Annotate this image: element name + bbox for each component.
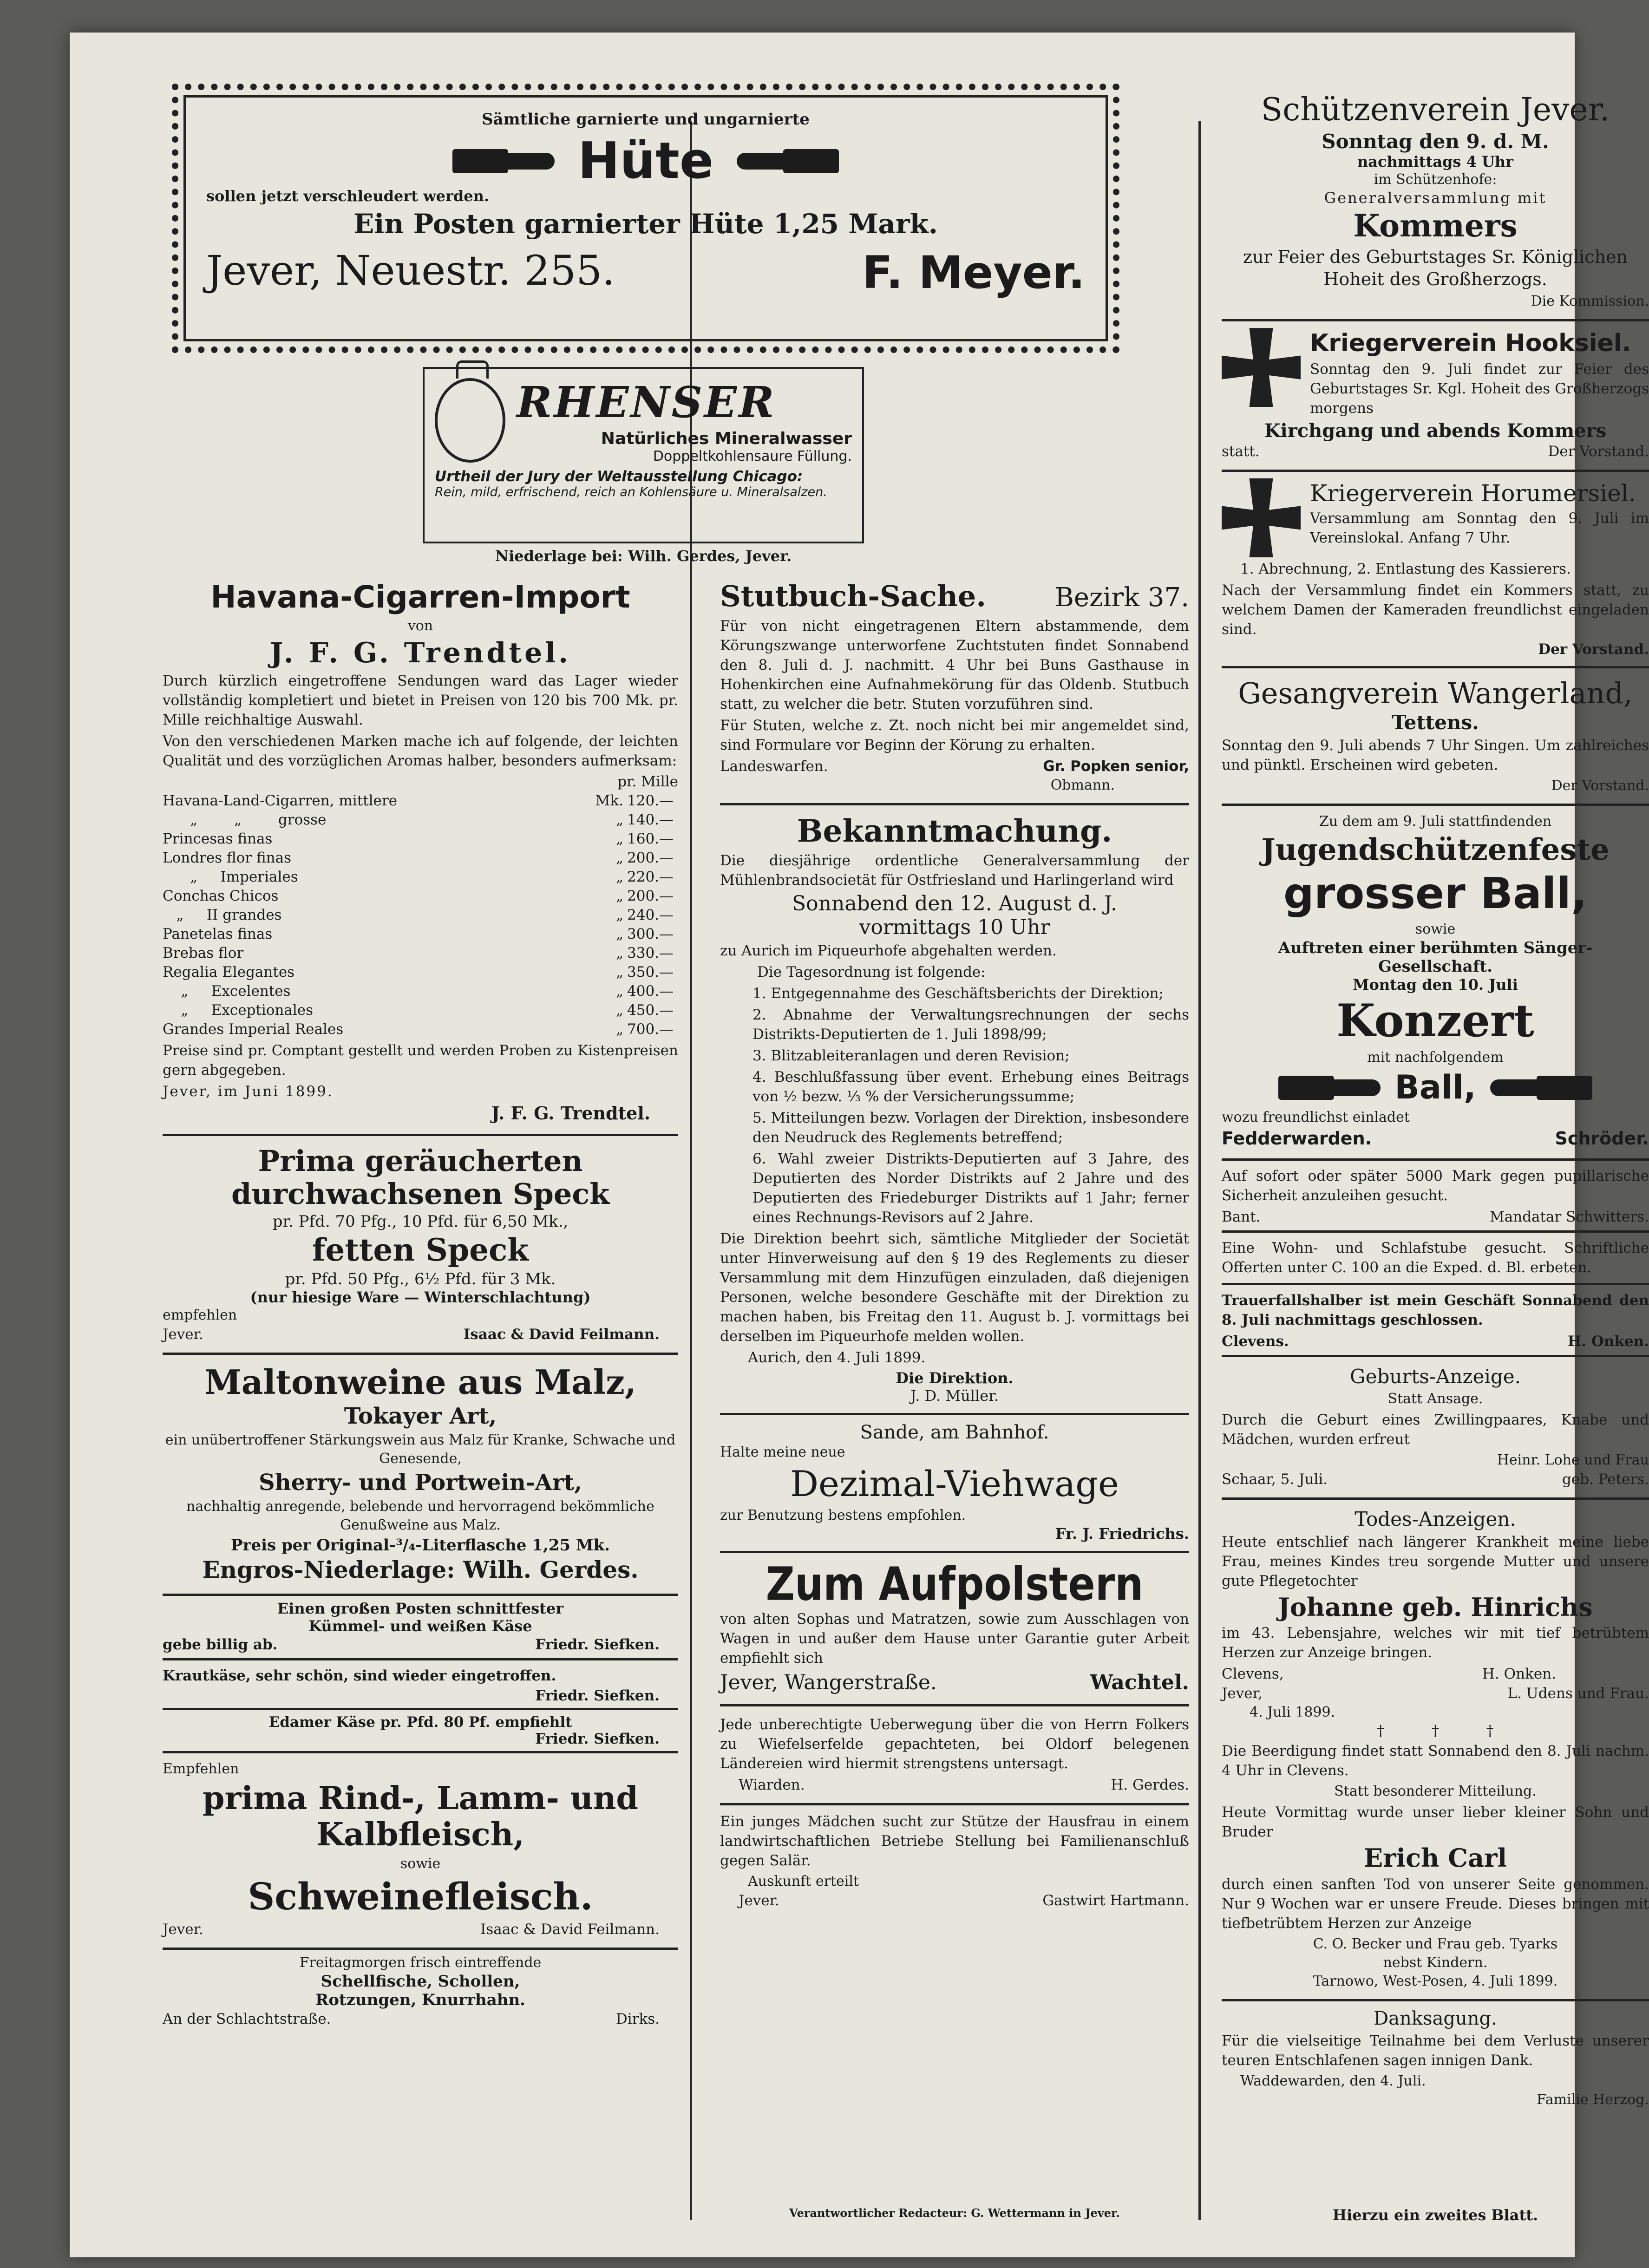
speck-sign: Isaac & David Feilmann. bbox=[463, 1326, 660, 1343]
price-row bbox=[163, 849, 678, 868]
price-unit: „ bbox=[615, 1020, 623, 1038]
tod-name2: Erich Carl bbox=[1364, 1843, 1507, 1873]
price-name: Princesas finas bbox=[163, 830, 273, 847]
kaese1-l3: gebe billig ab. bbox=[163, 1636, 278, 1653]
jugend-t3: Konzert bbox=[1336, 994, 1534, 1047]
malton-t2: Tokayer Art, bbox=[344, 1403, 497, 1429]
rhenser-jury2: Rein, mild, erfrischend, reich an Kohlensäure u. Mineralsalzen. bbox=[435, 484, 827, 499]
bekannt-sign: Die Direktion. bbox=[896, 1369, 1014, 1387]
schuetzen-l4: Generalversammlung mit bbox=[1324, 189, 1547, 207]
agenda-item: 3. Blitzableiteranlagen und deren Revision; bbox=[753, 1047, 1070, 1065]
stutbuch-role: Obmann. bbox=[1050, 777, 1115, 794]
dezimal-sign: Fr. J. Friedrichs. bbox=[1055, 1524, 1189, 1543]
speck-title2: fetten Speck bbox=[312, 1232, 529, 1268]
havana-sign: J. F. G. Trendtel. bbox=[491, 1102, 650, 1124]
dank-ad bbox=[1222, 2001, 1649, 2114]
jugend-l5: wozu freundlichst einladet bbox=[1222, 1109, 1410, 1125]
fleisch-ad bbox=[163, 1753, 678, 1950]
kaese1-l1: Einen großen Posten schnittfester bbox=[277, 1599, 564, 1617]
dezimal-l1: Sande, am Bahnhof. bbox=[860, 1422, 1049, 1444]
price-row bbox=[163, 810, 678, 830]
zweites-blatt-line: Hierzu ein zweites Blatt. bbox=[1332, 2206, 1538, 2224]
column-2 bbox=[720, 571, 1189, 1915]
geburt-names: Heinr. Lohe und Frau bbox=[1497, 1452, 1649, 1469]
price-row bbox=[163, 906, 678, 925]
dezimal-l2: Halte meine neue bbox=[720, 1444, 845, 1461]
speck-ad bbox=[163, 1136, 678, 1355]
tod-p4: Heute Vormittag wurde unser lieber kleiner Sohn und Bruder bbox=[1222, 1804, 1649, 1841]
bekannt-p1: Die diesjährige ordentliche Generalversammlung der Mühlenbrandsocietät für Ostfriesland und Harlingerland wird bbox=[720, 852, 1189, 889]
price-unit: Mk. bbox=[595, 792, 623, 809]
geburt-p1: Durch die Geburt eines Zwillingpaares, Knabe und Mädchen, wurden erfreut bbox=[1222, 1412, 1649, 1448]
rhenser-depot: Niederlage bei: Wilh. Gerdes, Jever. bbox=[495, 547, 792, 565]
ueberweg-sign: H. Gerdes. bbox=[1111, 1776, 1189, 1793]
price-value: 220.— bbox=[627, 868, 674, 885]
maedchen-l2: Auskunft erteilt bbox=[748, 1873, 859, 1889]
dezimal-title: Dezimal-Viehwage bbox=[790, 1463, 1119, 1505]
havana-p2: Von den verschiedenen Marken mache ich auf folgende, der leichten Qualität und des vorzüglichen Aromas halber, besonders aufmerksam: bbox=[163, 732, 678, 769]
havana-title: Havana-Cigarren-Import bbox=[210, 579, 630, 615]
kaese1-ad bbox=[163, 1596, 678, 1660]
redakteur-line: Verantwortlicher Redacteur: G. Wettermann in Jever. bbox=[789, 2206, 1120, 2220]
hute-line1: Sämtliche garnierte und ungarnierte bbox=[482, 110, 810, 129]
kaese1-sign: Friedr. Siefken. bbox=[535, 1636, 660, 1653]
fisch-l3: Rotzungen, Knurrhahn. bbox=[315, 1991, 526, 2010]
kaese3-ad bbox=[163, 1710, 678, 1753]
fisch-l1: Freitagmorgen frisch eintreffende bbox=[299, 1954, 542, 1971]
pointing-hand-icon bbox=[1490, 1074, 1592, 1102]
malton-p2: nachhaltig anregende, belebende und hervorragend bekömmliche Genußweine aus Malz. bbox=[186, 1498, 654, 1534]
fisch-sign: Dirks. bbox=[615, 2011, 660, 2028]
dank-p1: Für die vielseitige Teilnahme bei dem Verluste unserer teuren Entschlafenen sagen innigen Dank. bbox=[1222, 2032, 1649, 2069]
price-value: 200.— bbox=[627, 887, 674, 904]
dank-sign: Familie Herzog. bbox=[1536, 2091, 1649, 2108]
newspaper-page bbox=[70, 33, 1649, 2257]
fleisch-place: Jever. bbox=[163, 1921, 203, 1938]
schuetzen-l1: Sonntag den 9. d. M. bbox=[1322, 130, 1549, 153]
price-name: „ Exceptionales bbox=[163, 1001, 314, 1019]
rhenser-sub2: Doppeltkohlensaure Füllung. bbox=[653, 448, 852, 464]
price-value: 450.— bbox=[627, 1001, 674, 1019]
bekannt-ad bbox=[720, 805, 1189, 1415]
pointing-hand-icon bbox=[737, 147, 839, 175]
mark-p1: Auf sofort oder später 5000 Mark gegen pupillarische Sicherheit anzuleihen gesucht. bbox=[1222, 1167, 1649, 1204]
jugend-l3: Montag den 10. Juli bbox=[1353, 975, 1518, 993]
maedchen-ad bbox=[720, 1805, 1189, 1915]
price-name: Brebas flor bbox=[163, 944, 244, 961]
price-name: Conchas Chicos bbox=[163, 887, 279, 904]
price-head: pr. Mille bbox=[617, 773, 678, 790]
jugend-l4: mit nachfolgendem bbox=[1367, 1049, 1504, 1066]
jugend-ad bbox=[1222, 806, 1649, 1160]
havana-date: Jever, im Juni 1899. bbox=[163, 1083, 334, 1100]
fisch-l2: Schellfische, Schollen, bbox=[321, 1972, 520, 1991]
column-1 bbox=[163, 571, 678, 2033]
kaese2-sign: Friedr. Siefken. bbox=[535, 1687, 660, 1704]
hute-name: F. Meyer. bbox=[862, 246, 1085, 299]
price-row bbox=[163, 868, 678, 887]
hute-line3: Ein Posten garnierter Hüte 1,25 Mark. bbox=[353, 208, 938, 240]
ueberweg-place: Wiarden. bbox=[739, 1776, 805, 1793]
jugend-t4: Ball, bbox=[1394, 1068, 1476, 1107]
fleisch-sign: Isaac & David Feilmann. bbox=[480, 1921, 660, 1938]
tod-title: Todes-Anzeigen. bbox=[1355, 1508, 1516, 1531]
trauer-ad bbox=[1222, 1285, 1649, 1357]
gesang-t2: Tettens. bbox=[1392, 711, 1479, 734]
speck-price1: pr. Pfd. 70 Pfg., 10 Pfd. für 6,50 Mk., bbox=[272, 1212, 569, 1231]
fisch-place: An der Schlachtstraße. bbox=[163, 2011, 331, 2028]
jugend-place: Fedderwarden. bbox=[1222, 1128, 1372, 1149]
jugend-t1: Jugendschützenfeste bbox=[1261, 832, 1610, 868]
hute-word: Hüte bbox=[577, 132, 714, 190]
pointing-hand-icon bbox=[452, 147, 555, 175]
tod-crosses: † † † bbox=[1377, 1722, 1494, 1740]
speck-title: Prima geräucherten durchwachsenen Speck bbox=[231, 1144, 610, 1211]
kaese3-sign: Friedr. Siefken. bbox=[535, 1730, 660, 1747]
jugend-t2: grosser Ball, bbox=[1283, 869, 1587, 919]
speck-emp: empfehlen bbox=[163, 1307, 237, 1324]
price-unit: „ bbox=[615, 868, 623, 885]
malton-price: Preis per Original-³/₄-Literflasche 1,25 Mk. bbox=[231, 1536, 610, 1555]
bekannt-place: Aurich, den 4. Juli 1899. bbox=[748, 1349, 926, 1366]
price-value: 330.— bbox=[627, 944, 674, 961]
stutbuch-bezirk: Bezirk 37. bbox=[1054, 582, 1189, 613]
bekannt-p2: zu Aurich im Piqueurhofe abgehalten werden. bbox=[720, 942, 1057, 960]
schuetzen-ad bbox=[1222, 84, 1649, 321]
price-row bbox=[163, 1001, 678, 1020]
malton-t3: Sherry- und Portwein-Art, bbox=[259, 1470, 582, 1496]
price-row bbox=[163, 963, 678, 982]
aufpolstern-p1: von alten Sophas und Matratzen, sowie zum Ausschlagen von Wagen in und außer dem Hause unter Garantie guter Arbeit empfiehlt sich bbox=[720, 1610, 1189, 1667]
rhenser-crown-seal-icon bbox=[435, 378, 505, 463]
hooksiel-ad bbox=[1222, 321, 1649, 472]
price-name: Havana-Land-Cigarren, mittlere bbox=[163, 792, 398, 809]
fleisch-t2: Schweinefleisch. bbox=[248, 1875, 593, 1919]
agenda-item: 5. Mitteilungen bezw. Vorlagen der Direktion, insbesondere den Neudruck des Reglements betreffend; bbox=[753, 1110, 1189, 1146]
price-unit: „ bbox=[615, 887, 623, 904]
fisch-ad bbox=[163, 1950, 678, 2033]
rhenser-brand: RHENSER bbox=[517, 377, 776, 427]
price-name: „ Imperiales bbox=[163, 868, 298, 885]
maedchen-sign: Gastwirt Hartmann. bbox=[1042, 1892, 1189, 1909]
hooksiel-t2: Kirchgang und abends Kommers bbox=[1264, 419, 1607, 442]
aufpolstern-sign: Wachtel. bbox=[1090, 1670, 1189, 1694]
bekannt-name: J. D. Müller. bbox=[910, 1387, 999, 1405]
kaese1-l2: Kümmel- und weißen Käse bbox=[308, 1617, 532, 1635]
trauer-sign: H. Onken. bbox=[1568, 1333, 1649, 1350]
price-name: Grandes Imperial Reales bbox=[163, 1020, 344, 1038]
schuetzen-t2: Kommers bbox=[1353, 208, 1518, 244]
agenda-item: 1. Entgegennahme des Geschäftsberichts der Direktion; bbox=[753, 985, 1164, 1002]
gesang-title: Gesangverein Wangerland, bbox=[1238, 676, 1633, 710]
tod-p1: Heute entschlief nach längerer Krankheit meine liebe Frau, meines Kindes treu sorgende Mutter und unsere gute Pflegetochter bbox=[1222, 1534, 1649, 1590]
price-value: 400.— bbox=[627, 982, 674, 1000]
havana-price-list bbox=[163, 772, 678, 1039]
price-value: 350.— bbox=[627, 963, 674, 980]
price-value: 200.— bbox=[627, 849, 674, 866]
price-row bbox=[163, 1020, 678, 1039]
stutbuch-ad bbox=[720, 571, 1189, 805]
jugend-sowie: sowie bbox=[1415, 921, 1456, 937]
mark-sign: Mandatar Schwitters. bbox=[1490, 1208, 1649, 1225]
agenda-item: 4. Beschlußfassung über event. Erhebung eines Beitrags von ½ bezw. ⅓ % der Versicherungssumme; bbox=[753, 1069, 1189, 1105]
price-value: 700.— bbox=[627, 1020, 674, 1038]
hooksiel-l3: statt. bbox=[1222, 443, 1260, 460]
price-row bbox=[163, 791, 678, 810]
horum-ad bbox=[1222, 472, 1649, 668]
malton-p1: ein unübertroffener Stärkungswein aus Malz für Kranke, Schwache und Genesende, bbox=[165, 1432, 676, 1467]
pointing-hand-icon bbox=[1278, 1074, 1381, 1102]
agenda-item: 2. Abnahme der Verwaltungsrechnungen der sechs Distrikts-Deputierten de 1. Juli 1898/99; bbox=[753, 1007, 1189, 1043]
tod-sig1: H. Onken. bbox=[1482, 1666, 1556, 1683]
havana-p1: Durch kürzlich eingetroffene Sendungen ward das Lager wieder vollständig kompletiert und bietet in Preisen von 120 bis 700 Mk. pr. Mille reichhaltige Auswahl. bbox=[163, 672, 678, 728]
price-name: „ Excelentes bbox=[163, 982, 291, 1000]
speck-place: Jever. bbox=[163, 1326, 203, 1343]
price-unit: „ bbox=[615, 811, 623, 828]
iron-cross-icon bbox=[1222, 328, 1301, 407]
bekannt-p3: Die Tagesordnung ist folgende: bbox=[757, 964, 986, 981]
horum-title: Kriegerverein Horumersiel. bbox=[1310, 479, 1636, 507]
horum-p3: Nach der Versammlung findet ein Kommers statt, zu welchem Damen der Kameraden freundlichst eingeladen sind. bbox=[1222, 582, 1649, 638]
price-unit: „ bbox=[615, 963, 623, 980]
geburt-names2: geb. Peters. bbox=[1562, 1471, 1649, 1488]
fleisch-emp: Empfehlen bbox=[163, 1760, 239, 1777]
price-unit: „ bbox=[615, 849, 623, 866]
price-unit: „ bbox=[615, 1001, 623, 1019]
price-unit: „ bbox=[615, 925, 623, 942]
stutbuch-title: Stutbuch-Sache. bbox=[720, 579, 986, 613]
column-3 bbox=[1222, 84, 1649, 2114]
schuetzen-l3: im Schützenhofe: bbox=[1374, 171, 1497, 188]
dezimal-l3: zur Benutzung bestens empfohlen. bbox=[720, 1507, 966, 1523]
schuetzen-title: Schützenverein Jever. bbox=[1261, 92, 1610, 128]
rhenser-jury: Urtheil der Jury der Weltausstellung Chicago: bbox=[435, 468, 803, 485]
maedchen-p1: Ein junges Mädchen sucht zur Stütze der Hausfrau in einem landwirtschaftlichen Betriebe Stellung bei Familienanschluß gegen Salär. bbox=[720, 1813, 1189, 1869]
schuetzen-l2: nachmittags 4 Uhr bbox=[1357, 153, 1514, 171]
rhenser-ad bbox=[423, 367, 864, 543]
bekannt-time: vormittags 10 Uhr bbox=[859, 915, 1050, 940]
column-rule bbox=[1198, 121, 1201, 2220]
ueberweg-p1: Jede unberechtigte Ueberwegung über die von Herrn Folkers zu Wiefelserfelde gepachteten, bei Oldorf belegenen Ländereien wird hiermit strengstens untersagt. bbox=[720, 1716, 1189, 1772]
dank-title: Danksagung. bbox=[1374, 2007, 1497, 2029]
hooksiel-sign: Der Vorstand. bbox=[1548, 443, 1649, 460]
jugend-l2: Auftreten einer berühmten Sänger-Gesellschaft. bbox=[1278, 938, 1593, 976]
fleisch-sowie: sowie bbox=[400, 1856, 441, 1872]
price-row bbox=[163, 830, 678, 849]
stutbuch-p2: Für Stuten, welche z. Zt. noch nicht bei mir angemeldet sind, sind Formulare vor Beginn der Körung zu erhalten. bbox=[720, 717, 1189, 754]
gesang-ad bbox=[1222, 668, 1649, 806]
price-value: 120.— bbox=[627, 792, 674, 809]
trauer-p1: Trauerfallshalber ist mein Geschäft Sonnabend den 8. Juli nachmittags geschlossen. bbox=[1222, 1292, 1649, 1328]
geburt-ad bbox=[1222, 1357, 1649, 1500]
stutbuch-sign: Gr. Popken senior, bbox=[1043, 758, 1189, 775]
geburt-place: Schaar, 5. Juli. bbox=[1222, 1471, 1328, 1488]
wohn-ad bbox=[1222, 1233, 1649, 1285]
hooksiel-title: Kriegerverein Hooksiel. bbox=[1310, 329, 1631, 358]
price-unit: „ bbox=[615, 906, 623, 923]
tod-p5: durch einen sanften Tod von unserer Seite genommen. Nur 9 Wochen war er unsere Freude. Dieses bringen mit tiefbetrübtem Herzen zur Anzeige bbox=[1222, 1876, 1649, 1932]
kaese2-l1: Krautkäse, sehr schön, sind wieder eingetroffen. bbox=[163, 1667, 556, 1684]
mark-ad bbox=[1222, 1161, 1649, 1233]
hooksiel-p1: Sonntag den 9. Juli findet zur Feier des Geburtstages Sr. Kgl. Hoheit des Großherzogs morgens bbox=[1310, 360, 1649, 417]
price-value: 140.— bbox=[627, 811, 674, 828]
price-row bbox=[163, 925, 678, 944]
jugend-l1: Zu dem am 9. Juli stattfindenden bbox=[1319, 813, 1552, 830]
speck-note: (nur hiesige Ware — Winterschlachtung) bbox=[250, 1288, 591, 1307]
price-unit: „ bbox=[615, 944, 623, 961]
schuetzen-sign: Die Kommission. bbox=[1531, 293, 1649, 310]
geburt-title: Geburts-Anzeige. bbox=[1350, 1365, 1521, 1388]
price-name: „ „ grosse bbox=[163, 811, 327, 828]
horum-p1: Versammlung am Sonntag den 9. Juli im Vereinslokal. Anfang 7 Uhr. bbox=[1310, 510, 1649, 547]
tod-sig2: L. Udens und Frau. bbox=[1507, 1685, 1649, 1702]
tod-place2: Jever, bbox=[1222, 1685, 1263, 1702]
stutbuch-place: Landeswarfen. bbox=[720, 758, 828, 775]
price-value: 160.— bbox=[627, 830, 674, 847]
hute-address: Jever, Neuestr. 255. bbox=[206, 246, 615, 294]
mark-place: Bant. bbox=[1222, 1208, 1261, 1225]
bekannt-p4: Die Direktion beehrt sich, sämtliche Mitglieder der Societät unter Hinverweisung auf den § 19 des Reglements zu dieser Versammlung mit dem Hinzufügen einzuladen, daß diejenigen Personen, welche besondere Geschäfte mit der Direktion zu machen haben, bis Freitag den 11. August b. J. vormittags bei derselben im Piqueurhofe melden wollen. bbox=[720, 1230, 1189, 1345]
schuetzen-l5: zur Feier des Geburtstages Sr. Königlichen Hoheit des Großherzogs. bbox=[1243, 247, 1628, 290]
tod-l4: Statt besonderer Mitteilung. bbox=[1334, 1783, 1537, 1800]
price-name: „ II grandes bbox=[163, 906, 282, 923]
price-name: Londres flor finas bbox=[163, 849, 292, 866]
malton-ad bbox=[163, 1355, 678, 1596]
maedchen-place: Jever. bbox=[739, 1892, 779, 1909]
price-name: Regalia Elegantes bbox=[163, 963, 295, 980]
price-value: 240.— bbox=[627, 906, 674, 923]
gesang-p1: Sonntag den 9. Juli abends 7 Uhr Singen. Um zahlreiches und pünktl. Erscheinen wird gebeten. bbox=[1222, 737, 1649, 774]
tod-sig4: nebst Kindern. bbox=[1383, 1954, 1488, 1971]
speck-price2: pr. Pfd. 50 Pfg., 6½ Pfd. für 3 Mk. bbox=[285, 1270, 556, 1289]
geburt-l1: Statt Ansage. bbox=[1387, 1391, 1483, 1407]
bekannt-date: Sonnabend den 12. August d. J. bbox=[792, 892, 1117, 916]
tod-sig3: C. O. Becker und Frau geb. Tyarks bbox=[1313, 1935, 1558, 1952]
tod-p3: Die Beerdigung findet statt Sonnabend den 8. Juli nachm. 4 Uhr in Clevens. bbox=[1222, 1743, 1649, 1779]
kaese3-l1: Edamer Käse pr. Pfd. 80 Pf. empfiehlt bbox=[268, 1713, 572, 1731]
price-unit: „ bbox=[615, 830, 623, 847]
iron-cross-icon bbox=[1222, 478, 1301, 557]
tod-p2: im 43. Lebensjahre, welches wir mit tief betrübtem Herzen zur Anzeige bringen. bbox=[1222, 1625, 1649, 1661]
malton-title: Maltonweine aus Malz, bbox=[204, 1362, 636, 1402]
fleisch-t1: prima Rind-, Lamm- und Kalbfleisch, bbox=[203, 1779, 638, 1854]
price-row bbox=[163, 982, 678, 1001]
gesang-sign: Der Vorstand. bbox=[1551, 778, 1649, 794]
havana-firm: J. F. G. Trendtel. bbox=[270, 636, 571, 669]
dezimal-ad bbox=[720, 1415, 1189, 1553]
tod-place3: Tarnowo, West-Posen, 4. Juli 1899. bbox=[1313, 1973, 1558, 1989]
stutbuch-p1: Für von nicht eingetragenen Eltern abstammende, dem Körungszwange unterworfene Zuchtstuten findet Sonnabend den 8. Juli d. J. nachmitt. 4 Uhr bei Buns Gasthause in Hohenkirchen eine Aufnahmekörung für das Oldenb. Stutbuch statt, zu welcher die betr. Stuten vorzuführen sind. bbox=[720, 618, 1189, 713]
ueberweg-ad bbox=[720, 1706, 1189, 1805]
tod-ad bbox=[1222, 1500, 1649, 2001]
tod-name: Johanne geb. Hinrichs bbox=[1278, 1592, 1593, 1622]
aufpolstern-place: Jever, Wangerstraße. bbox=[720, 1670, 937, 1694]
trauer-place: Clevens. bbox=[1222, 1333, 1289, 1350]
price-unit: „ bbox=[615, 982, 623, 1000]
price-name: Panetelas finas bbox=[163, 925, 273, 942]
havana-von: von bbox=[407, 617, 433, 634]
tod-date: 4. Juli 1899. bbox=[1250, 1704, 1335, 1721]
horum-sign: Der Vorstand. bbox=[1538, 641, 1649, 658]
aufpolstern-ad bbox=[720, 1553, 1189, 1706]
jugend-sign: Schröder. bbox=[1555, 1128, 1649, 1149]
dank-place: Waddewarden, den 4. Juli. bbox=[1240, 2072, 1426, 2089]
price-row bbox=[163, 887, 678, 906]
aufpolstern-title: Zum Aufpolstern bbox=[766, 1557, 1144, 1611]
agenda-item: 6. Wahl zweier Distrikts-Deputierten auf 3 Jahre, des Deputierten des Norder Distrikts auf 2 Jahre und des Deputierten des Friedeburger Distrikts auf 1 Jahr; ferner eines Rechnungs-Revisors auf 2 Jahre. bbox=[753, 1150, 1189, 1226]
malton-engros: Engros-Niederlage: Wilh. Gerdes. bbox=[202, 1556, 639, 1584]
tod-place1: Clevens, bbox=[1222, 1666, 1284, 1683]
kaese2-ad bbox=[163, 1660, 678, 1710]
bekannt-title: Bekanntmachung. bbox=[797, 813, 1112, 850]
hute-line2: sollen jetzt verschleudert werden. bbox=[206, 187, 490, 205]
price-value: 300.— bbox=[627, 925, 674, 942]
hute-ad bbox=[172, 84, 1119, 353]
horum-p2: 1. Abrechnung, 2. Entlastung des Kassierers. bbox=[1240, 560, 1571, 577]
wohn-p1: Eine Wohn- und Schlafstube gesucht. Schriftliche Offerten unter C. 100 an die Exped. d. Bl. erbeten. bbox=[1222, 1239, 1649, 1276]
havana-p3: Preise sind pr. Comptant gestellt und werden Proben zu Kistenpreisen gern abgegeben. bbox=[163, 1042, 678, 1078]
havana-ad bbox=[163, 571, 678, 1136]
price-row bbox=[163, 944, 678, 963]
rhenser-sub1: Natürliches Mineralwasser bbox=[601, 429, 852, 448]
